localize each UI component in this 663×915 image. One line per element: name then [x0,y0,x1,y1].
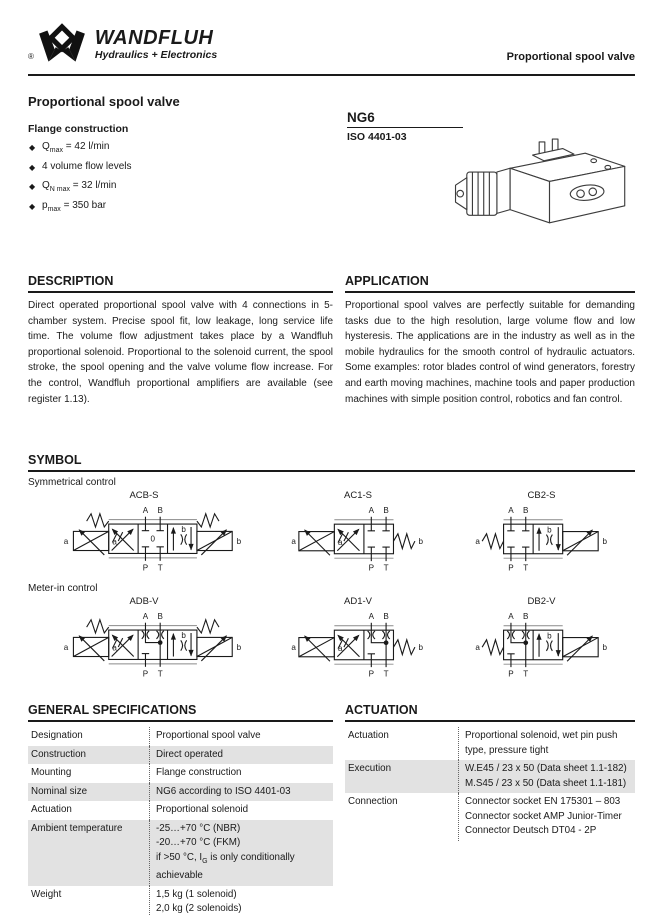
cb2-s-symbol-drawing [474,502,610,573]
feature-list [28,139,328,217]
diamond-bullet-icon: ◆ [29,162,36,172]
application-text: Proportional spool valves are perfectly suitable for demanding tasks due to the high resolution, large volume flow and low hysteresis. The applications are in the industry as well as in the mobile hydraulics for the smooth control of hydraulic actuators. Some examples: rotor blades control of wind generators, forestry and earth moving machines, machine tools and paper production machines with simple position control, robotics and fan control. [345,300,635,405]
meter-in-control-label: Meter-in control [28,583,98,595]
symbol-title: DB2-V [527,596,556,608]
acb-s-symbol-drawing [44,502,244,573]
symbol-title: CB2-S [527,490,556,502]
description-heading: DESCRIPTION [28,274,333,293]
svg-text:a: a [112,537,117,547]
ad1-v-symbol-drawing [290,608,426,679]
spec-label: Connection [348,796,398,808]
actuation-heading: ACTUATION [345,703,635,722]
svg-text:b: b [546,525,552,535]
symmetrical-control-label: Symmetrical control [28,477,116,489]
standard-code: ISO 4401-03 [347,131,407,143]
svg-text:b: b [602,537,607,547]
spec-row [28,727,333,746]
svg-text:a: a [112,643,117,653]
spec-value: Flange construction [149,764,333,783]
adb-v-symbol-drawing [44,608,244,679]
spec-value: Direct operated [149,746,333,765]
symbol-section [28,453,635,679]
symbol-row-meter-in [28,596,635,679]
spec-row [345,760,635,793]
svg-text:P: P [507,669,514,679]
spec-value: Proportional solenoid, wet pin push type, pressure tight [458,727,635,760]
application-heading: APPLICATION [345,274,635,293]
symbol-card-acb-s [28,490,260,573]
svg-text:B: B [383,506,389,516]
nominal-size-code: NG6 [347,110,463,128]
svg-text:T: T [383,669,389,679]
svg-text:0: 0 [150,534,156,544]
spec-label: Ambient temperature [31,822,123,834]
symbol-card-cb2-s [448,490,635,573]
svg-text:P: P [368,669,375,679]
feature-item: ◆ $Q_{N max} = 32$ l/min [29,180,117,193]
spec-value: NG6 according to ISO 4401-03 [149,783,333,802]
feature-item: ◆ $Q_{max} = 42$ l/min [29,141,110,154]
spec-label: Actuation [348,730,389,742]
svg-text:b: b [602,643,607,653]
brand-text [95,28,217,61]
registered-mark: ® [28,51,34,61]
symbol-card-ac1-s [268,490,448,573]
spec-value: Connector socket EN 175301 – 803 Connector socket AMP Junior-Timer Connector Deutsch DT04 - 2P [458,793,635,841]
svg-text:B: B [157,612,163,622]
general-specifications-column [28,703,333,915]
symbol-heading: SYMBOL [28,453,635,472]
spec-label: Construction [31,748,86,760]
svg-text:P: P [142,669,149,679]
symbol-title: AC1-S [344,490,372,502]
svg-text:a: a [291,537,296,547]
svg-text:a: a [337,643,343,653]
svg-text:B: B [522,506,528,516]
svg-text:T: T [522,563,528,573]
diamond-bullet-icon: ◆ [29,143,36,152]
general-specifications-table [28,727,333,915]
spec-tables [28,703,635,915]
svg-text:b: b [181,631,186,641]
symbol-title: AD1-V [344,596,372,608]
svg-text:B: B [157,506,163,516]
svg-text:A: A [142,612,149,622]
svg-text:b: b [418,643,424,653]
spec-label: Nominal size [31,785,88,797]
symbol-title: ADB-V [129,596,159,608]
spec-row [28,746,333,765]
symbol-row-symmetrical [28,490,635,573]
symbol-title: ACB-S [129,490,159,502]
svg-text:b: b [236,643,242,653]
svg-text:P: P [507,563,514,573]
symbol-card-db2-v [448,596,635,679]
svg-text:A: A [142,506,149,516]
diamond-bullet-icon: ◆ [29,201,36,211]
page-title: Proportional spool valve [28,94,180,109]
svg-text:B: B [383,612,389,622]
spec-value: W.E45 / 23 x 50 (Data sheet 1.1-182) M.S45 / 23 x 50 (Data sheet 1.1-181) [458,760,635,793]
svg-text:B: B [522,612,528,622]
svg-text:b: b [546,631,552,641]
feature-item: ◆ $p_{max} = 350$ bar [29,199,107,213]
spec-label: Execution [348,763,392,775]
feature-item: ◆ 4 volume flow levels [28,159,328,179]
svg-text:T: T [157,669,163,679]
spec-row [28,764,333,783]
actuation-table [345,727,635,841]
symbol-card-ad1-v [268,596,448,679]
svg-text:P: P [368,563,375,573]
db2-v-symbol-drawing [474,608,610,679]
svg-text:A: A [368,506,375,516]
svg-text:a: a [63,537,69,547]
svg-text:A: A [507,506,514,516]
spec-row [345,793,635,841]
ac1-s-symbol-drawing [290,502,426,573]
svg-text:a: a [63,643,69,653]
intro-section [28,94,635,252]
brand-name: WANDFLUH [94,26,214,49]
valve-product-drawing [448,136,636,240]
document-title: Proportional spool valve [506,51,635,63]
svg-text:T: T [383,563,389,573]
spec-label: Weight [31,888,62,900]
description-text: Direct operated proportional spool valve with 4 connections in 5-chamber system. Precise spool fit, low leakage, long service life time. The volume flow adjustment takes place by a Wandfluh proportional solenoid. Proportional to the solenoid current, the spool stroke, the spool opening and the valve volume flow increase. For the control, Wandfluh proportional amplifiers are available (see register 1.13). [28,300,333,405]
symbol-card-adb-v [28,596,260,679]
spec-row [28,886,333,915]
diamond-bullet-icon: ◆ [29,182,36,191]
svg-text:T: T [522,669,528,679]
svg-text:a: a [337,538,343,548]
svg-text:a: a [474,537,480,547]
intro-subtitle: Flange construction [28,123,129,135]
svg-text:b: b [236,537,242,547]
spec-row [28,801,333,820]
spec-value: Proportional solenoid [149,801,333,820]
svg-text:b: b [418,537,424,547]
actuation-column [345,703,635,915]
header-divider [28,74,635,76]
svg-text:A: A [368,612,375,622]
svg-text:a: a [474,643,480,653]
brand-tagline: Hydraulics + Electronics [94,48,218,61]
svg-text:T: T [157,563,163,573]
spec-label: Designation [31,730,83,742]
description-column [28,274,333,407]
spec-row [28,820,333,886]
text-columns [28,274,635,407]
spec-label: Mounting [31,767,72,779]
spec-value: -25…+70 °C (NBR) -20…+70 °C (FKM) if >50 °C, $I_G$ is only conditionally achievable [149,820,333,886]
general-specifications-heading: GENERAL SPECIFICATIONS [28,703,333,722]
spec-row [28,783,333,802]
brand [28,22,217,66]
spec-value: 1,5 kg (1 solenoid) 2,0 kg (2 solenoids) [149,886,333,915]
svg-text:a: a [291,643,296,653]
application-column [345,274,635,407]
svg-text:b: b [181,525,186,535]
page-header [28,14,635,66]
wandfluh-logo-icon [36,22,88,66]
svg-text:A: A [507,612,514,622]
spec-value: Proportional spool valve [149,727,333,746]
spec-label: Actuation [31,804,72,816]
spec-row [345,727,635,760]
svg-text:P: P [142,563,149,573]
